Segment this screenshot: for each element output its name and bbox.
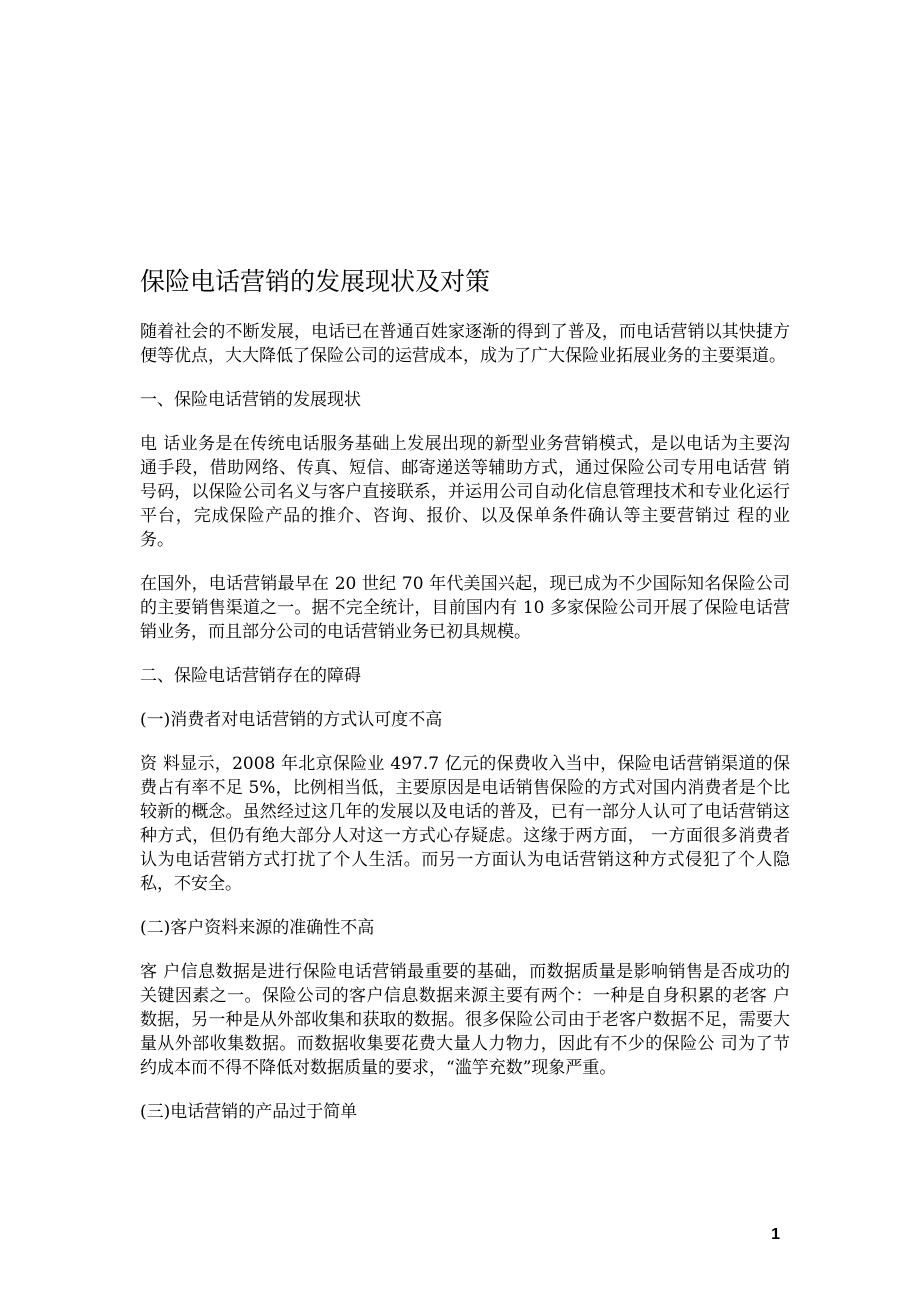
subsection-heading-3: (三)电话营销的产品过于简单: [140, 1102, 358, 1122]
subsection-1-paragraph: 资 料显示，2008 年北京保险业 497.7 亿元的保费收入当中，保险电话营销渠道的保费占有率不足 5%，比例相当低，主要原因是电话销售保险的方式对国内消费者是个比较新的概念。虽然经过这几年的发展以及电话的普及，已有一部分人认可了电话营销这种方式，但仍有绝大部分人对这一方式心存疑虑。这缘于两方面， 一方面很多消费者认为电话营销方式打扰了个人生活。而另一方面认为电话营销这种方式侵犯了个人隐私，不安全。: [140, 754, 790, 894]
document-title: 保险电话营销的发展现状及对策: [140, 267, 491, 296]
section-heading-2: 二、保险电话营销存在的障碍: [140, 666, 361, 686]
subsection-heading-2: (二)客户资料来源的准确性不高: [140, 918, 375, 938]
section-1-paragraph-2: 在国外，电话营销最早在 20 世纪 70 年代美国兴起，现已成为不少国际知名保险公司的主要销售渠道之一。据不完全统计，目前国内有 10 多家保险公司开展了保险电话营销业务，而且部分公司的电话营销业务已初具规模。: [140, 574, 790, 642]
document-body: [140, 262, 790, 1144]
section-heading-1: 一、保险电话营销的发展现状: [140, 390, 361, 410]
subsection-heading-1: (一)消费者对电话营销的方式认可度不高: [140, 710, 443, 730]
section-1-paragraph-1: 电 话业务是在传统电话服务基础上发展出现的新型业务营销模式，是以电话为主要沟通手段，借助网络、传真、短信、邮寄递送等辅助方式，通过保险公司专用电话营 销号码，以保险公司名义与客户直接联系，并运用公司自动化信息管理技术和专业化运行平台，完成保险产品的推介、咨询、报价、以及保单条件确认等主要营销过 程的业务。: [140, 434, 790, 550]
intro-paragraph: 随着社会的不断发展，电话已在普通百姓家逐渐的得到了普及，而电话营销以其快捷方便等优点，大大降低了保险公司的运营成本，成为了广大保险业拓展业务的主要渠道。: [140, 322, 790, 366]
page-number: 1: [771, 1226, 780, 1243]
subsection-2-paragraph: 客 户信息数据是进行保险电话营销最重要的基础，而数据质量是影响销售是否成功的关键因素之一。保险公司的客户信息数据来源主要有两个：一种是自身积累的老客 户数据，另一种是从外部收集和获取的数据。很多保险公司由于老客户数据不足，需要大量从外部收集数据。而数据收集要花费大量人力物力，因此有不少的保险公 司为了节约成本而不得不降低对数据质量的要求，“滥竽充数”现象严重。: [140, 962, 790, 1078]
